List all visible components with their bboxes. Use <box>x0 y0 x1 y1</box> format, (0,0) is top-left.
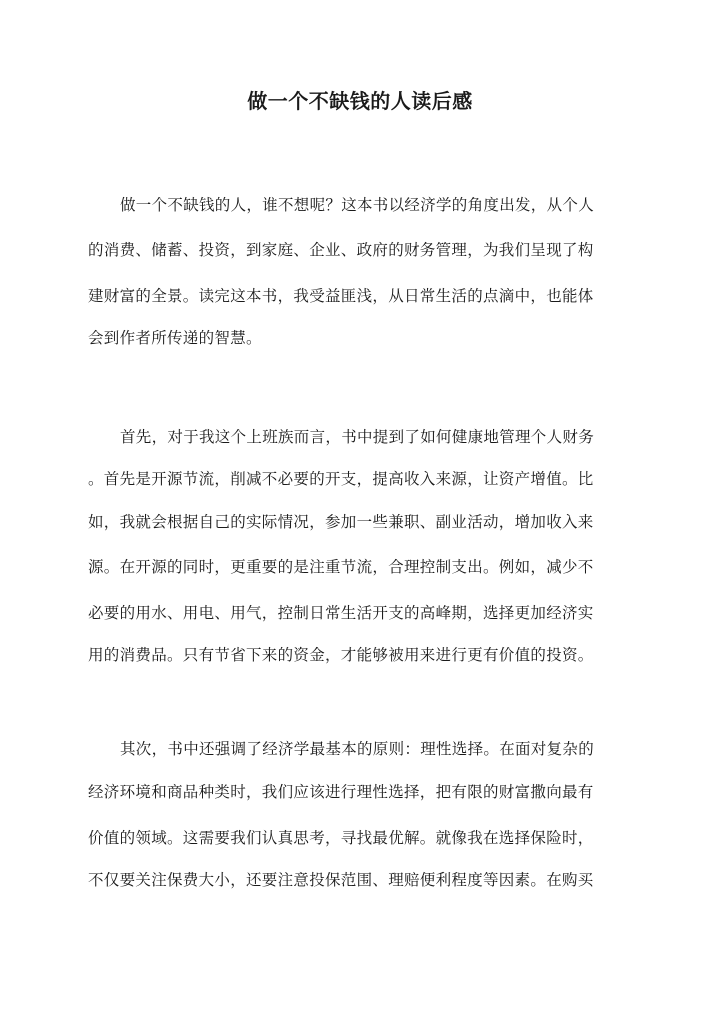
paragraph-3-line-2: 经济环境和商品种类时，我们应该进行理性选择，把有限的财富撒向最有 <box>88 783 594 801</box>
paragraph-2-line-6: 用的消费品。只有节省下来的资金，才能够被用来进行更有价值的投资。 <box>88 646 594 664</box>
document-title: 做一个不缺钱的人读后感 <box>247 89 473 113</box>
paragraph-3-line-1: 其次，书中还强调了经济学最基本的原则：理性选择。在面对复杂的 <box>120 740 595 758</box>
paragraph-2-line-4: 源。在开源的同时，更重要的是注重节流，合理控制支出。例如，减少不 <box>88 558 594 576</box>
paragraph-2-line-3: 如，我就会根据自己的实际情况，参加一些兼职、副业活动，增加收入来 <box>88 513 594 531</box>
paragraph-2-line-1: 首先，对于我这个上班族而言，书中提到了如何健康地管理个人财务 <box>120 428 595 446</box>
paragraph-1-line-3: 建财富的全景。读完这本书，我受益匪浅，从日常生活的点滴中，也能体 <box>88 287 594 305</box>
paragraph-2-line-2: 。首先是开源节流，削减不必要的开支，提高收入来源，让资产增值。比 <box>88 470 594 488</box>
paragraph-2-line-5: 必要的用水、用电、用气，控制日常生活开支的高峰期，选择更加经济实 <box>88 604 594 622</box>
paragraph-3-line-3: 价值的领域。这需要我们认真思考，寻找最优解。就像我在选择保险时， <box>88 829 594 847</box>
paragraph-1-line-2: 的消费、储蓄、投资，到家庭、企业、政府的财务管理，为我们呈现了构 <box>88 241 594 259</box>
paragraph-1-line-4: 会到作者所传递的智慧。 <box>88 329 262 347</box>
paragraph-3-line-4: 不仅要关注保费大小，还要注意投保范围、理赔便利程度等因素。在购买 <box>88 871 594 889</box>
paragraph-1-line-1: 做一个不缺钱的人，谁不想呢？这本书以经济学的角度出发，从个人 <box>120 196 595 214</box>
